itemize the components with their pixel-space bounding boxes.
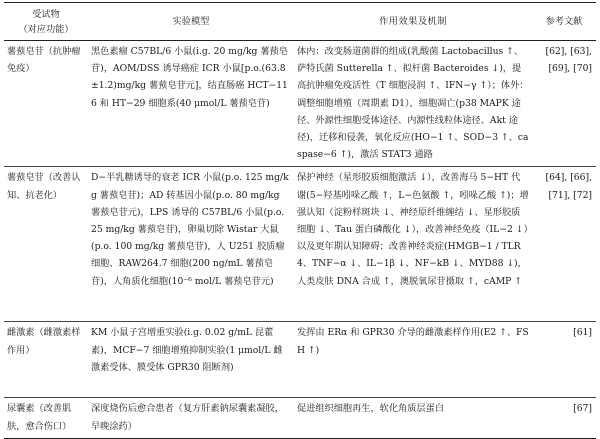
header-effect: 作用效果及机制 — [379, 15, 447, 27]
table-row — [4, 398, 596, 438]
header-subject-line2: （对应功能） — [18, 23, 74, 35]
header-refs: 参考文献 — [545, 15, 583, 27]
cell-refs: [67] — [573, 403, 592, 415]
cell-model: 深度烧伤后愈合患者（复方肝素钠尿囊素凝胶，早晚涂药） — [91, 403, 284, 432]
table-row — [4, 167, 596, 322]
header-subject — [4, 3, 88, 41]
cell-subject: 尿囊素（改善肌肤，愈合伤口） — [7, 403, 72, 432]
cell-subject: 雌激素（雌激素样作用） — [7, 327, 81, 356]
cell-effect: 促进组织细胞再生，软化角质层蛋白 — [297, 403, 444, 415]
cell-refs: [61] — [573, 327, 592, 339]
cell-model: KM 小鼠子宫增重实验(i.g. 0.02 g/mL 昆藿素)，MCF−7 细胞增殖抑制实验(1 μmol/L 雌激素受体、膜受体 GPR30 阻断剂) — [91, 327, 283, 373]
cell-subject: 薯蓣皂苷（抗肿瘤免疫） — [7, 46, 81, 75]
table-header — [4, 3, 596, 41]
header-model: 实验模型 — [172, 15, 210, 27]
cell-subject: 薯蓣皂苷（改善认知、抗老化） — [7, 172, 81, 201]
cell-effect: 体内：改变肠道菌群的组成(乳酸菌 Lactobacillus ↑、萨特氏菌 Sutterella ↑、拟杆菌 Bacteroides ↓)，提高抗肿瘤免疫活性（T 细胞浸润 ↑、IFN−γ ↑）；体外：调整细胞增殖（周期素 D1），细胞凋亡(p38 MAPK 途径、外源性细胞受体途径、内源性线粒体途径、Akt 途径)，迁移和侵袭，氧化反应(HO−1 ↑、SOD−3 ↑、caspase−6 ↑)，激活 STAT3 通路 — [297, 46, 529, 161]
cell-model: D−半乳糖诱导的衰老 ICR 小鼠(p.o. 125 mg/kg 薯蓣皂苷)；AD 转基因小鼠(p.o. 80 mg/kg 薯蓣皂苷元)，LPS 诱导的 C57BL/6 小鼠(p.o. 25 mg/kg 薯蓣皂苷)，卵巢切除 Wistar 大鼠(p.o. 100 mg/kg 薯蓣皂苷)，人 U251 胶质瘤细胞、RAW264.7 细胞(200 ng/mL 薯蓣皂苷)，人角质化细胞(10⁻⁶ mol/L 薯蓣皂苷元) — [91, 172, 289, 287]
header-subject-line1: 受试物 — [32, 8, 60, 20]
cell-refs: [64], [66], [71], [72] — [545, 172, 592, 201]
cell-effect: 发挥由 ERα 和 GPR30 介导的雌激素样作用(E2 ↑、FSH ↑) — [297, 327, 529, 356]
cell-effect: 保护神经（星形胶质细胞激活 ↓），改善海马 5−HT 代谢(5−羟基吲哚乙酸 ↑，L−色氨酸 ↑，吲哚乙酸 ↑)；增强认知（淀粉样斑块 ↓、神经原纤维缠结 ↓、星形胶质细胞 ↓、Tau 蛋白磷酸化 ↓），改善神经免疫（IL−2 ↓）以及更年期认知障碍；改善神经炎症(HMGB−1 / TLR4、TNF−α ↓、IL−1β ↓、NF−kB ↓、MYD88 ↓)，人类皮肤 DNA 合成 ↑，澳脱氧尿苷摄取 ↑，cAMP ↑ — [297, 172, 529, 287]
data-table — [4, 2, 596, 439]
cell-model: 黑色素瘤 C57BL/6 小鼠(i.g. 20 mg/kg 薯蓣皂苷)，AOM/DSS 诱导癌症 ICR 小鼠[p.o.(63.8±1.2)mg/kg 薯蓣皂苷元]，结直肠癌 HCT−116 和 HT−29 细胞系(40 μmol/L 薯蓣皂苷) — [91, 46, 288, 109]
table-row — [4, 41, 596, 167]
table-body — [4, 41, 596, 439]
cell-refs: [62], [63], [69], [70] — [545, 46, 592, 75]
table-row — [4, 322, 596, 398]
